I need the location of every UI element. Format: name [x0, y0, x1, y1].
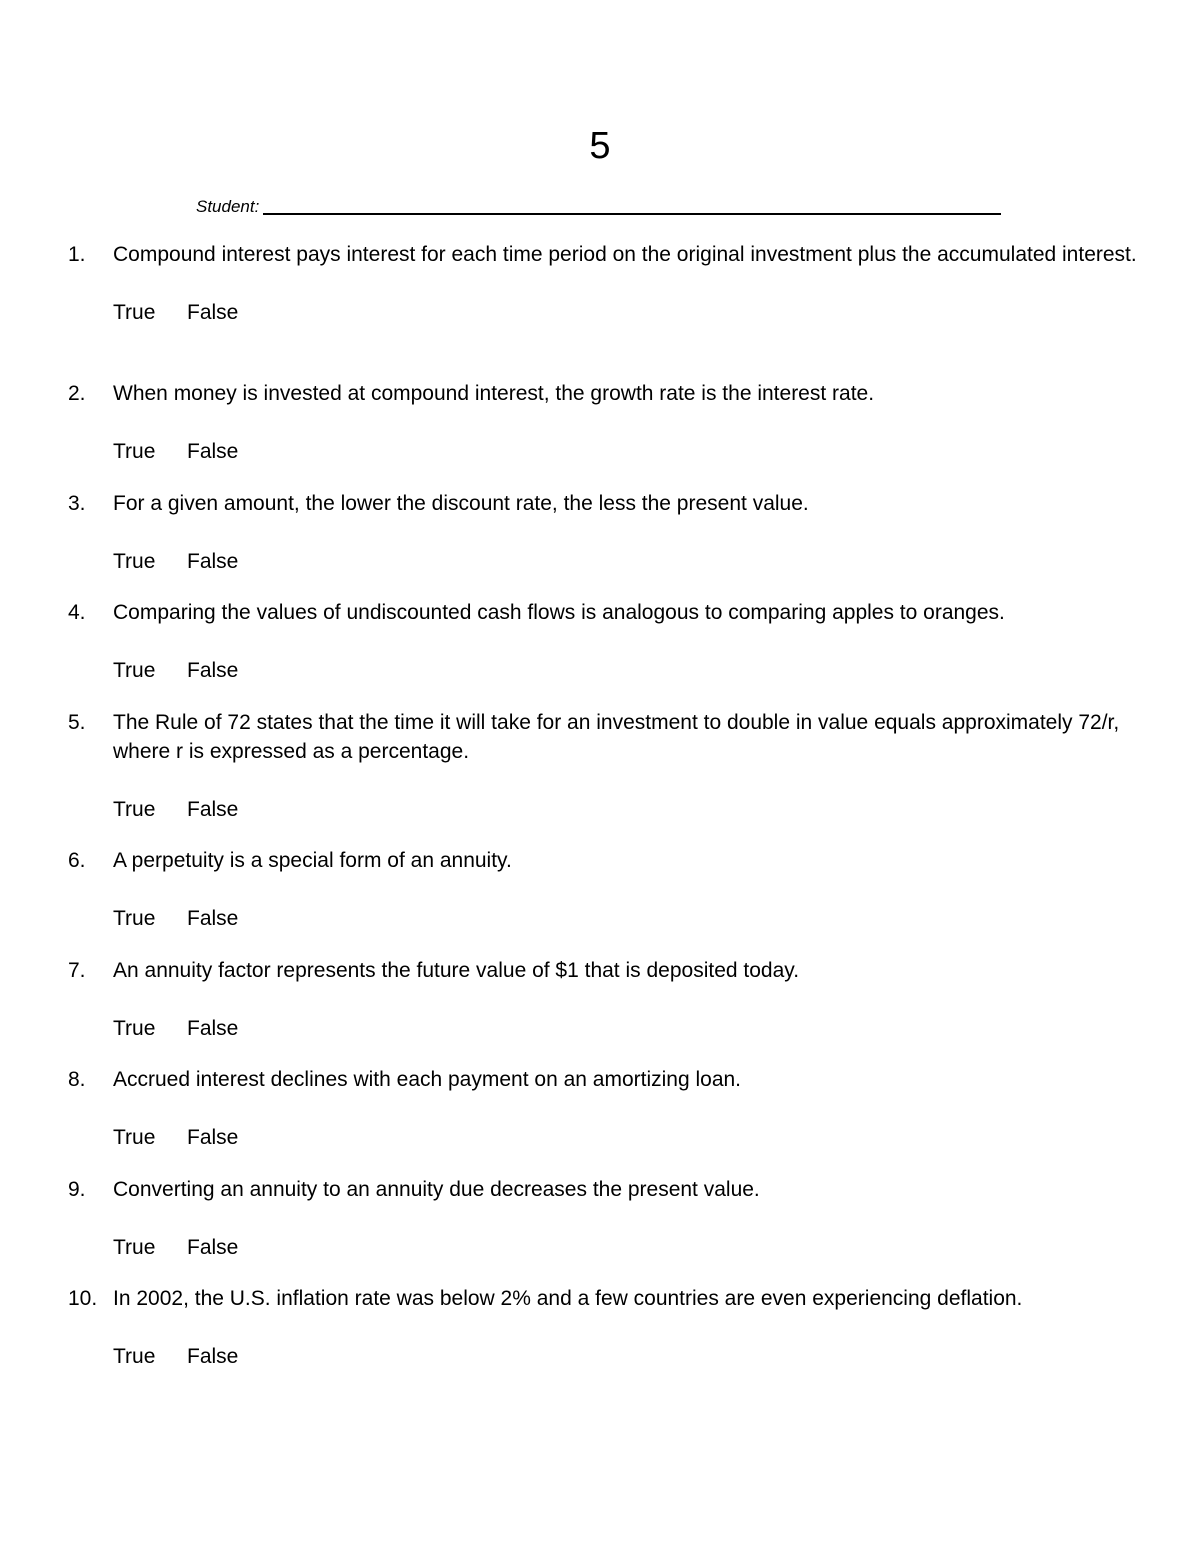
question-6: [68, 846, 1148, 933]
answer-false[interactable]: False: [187, 1345, 239, 1368]
question-number: 2.: [68, 382, 86, 405]
answer-false[interactable]: False: [187, 798, 239, 821]
question-text: Compound interest pays interest for each time period on the original investment plus the accumulated interest.: [113, 243, 1137, 266]
question-2: [68, 379, 1148, 466]
question-4: [68, 598, 1148, 685]
question-3: [68, 489, 1148, 576]
question-5: [68, 708, 1148, 824]
question-text: The Rule of 72 states that the time it will take for an investment to double in value equals approximately 72/r, where r is expressed as a percentage.: [113, 711, 1120, 763]
student-name-line[interactable]: [263, 213, 1001, 215]
answer-true[interactable]: True: [113, 907, 156, 930]
answer-false[interactable]: False: [187, 550, 239, 573]
question-number: 5.: [68, 711, 86, 734]
question-number: 3.: [68, 492, 86, 515]
answer-true[interactable]: True: [113, 1236, 156, 1259]
question-text: Accrued interest declines with each payment on an amortizing loan.: [113, 1068, 742, 1091]
answer-true[interactable]: True: [113, 550, 156, 573]
question-1: [68, 240, 1148, 327]
question-8: [68, 1065, 1148, 1152]
answer-false[interactable]: False: [187, 659, 239, 682]
question-number: 7.: [68, 959, 86, 982]
answer-true[interactable]: True: [113, 1017, 156, 1040]
question-text: An annuity factor represents the future value of $1 that is deposited today.: [113, 959, 800, 982]
question-text: For a given amount, the lower the discount rate, the less the present value.: [113, 492, 809, 515]
answer-false[interactable]: False: [187, 440, 239, 463]
answer-false[interactable]: False: [187, 301, 239, 324]
question-number: 4.: [68, 601, 86, 624]
answer-true[interactable]: True: [113, 659, 156, 682]
question-text: In 2002, the U.S. inflation rate was below 2% and a few countries are even experiencing deflation.: [113, 1287, 1023, 1310]
answer-false[interactable]: False: [187, 907, 239, 930]
question-text: Converting an annuity to an annuity due decreases the present value.: [113, 1178, 760, 1201]
question-number: 1.: [68, 243, 86, 266]
question-text: Comparing the values of undiscounted cash flows is analogous to comparing apples to oranges.: [113, 601, 1005, 624]
answer-true[interactable]: True: [113, 440, 156, 463]
answer-false[interactable]: False: [187, 1236, 239, 1259]
question-9: [68, 1175, 1148, 1262]
question-7: [68, 956, 1148, 1043]
question-text: A perpetuity is a special form of an annuity.: [113, 849, 512, 872]
page-title: 5: [589, 125, 611, 167]
question-10: [68, 1284, 1148, 1371]
question-number: 8.: [68, 1068, 86, 1091]
answer-true[interactable]: True: [113, 1126, 156, 1149]
answer-true[interactable]: True: [113, 301, 156, 324]
question-number: 10.: [68, 1287, 98, 1310]
question-text: When money is invested at compound interest, the growth rate is the interest rate.: [113, 382, 875, 405]
question-number: 9.: [68, 1178, 86, 1201]
answer-true[interactable]: True: [113, 1345, 156, 1368]
question-number: 6.: [68, 849, 86, 872]
student-label: Student:: [196, 197, 260, 216]
answer-false[interactable]: False: [187, 1017, 239, 1040]
student-row: [196, 194, 1001, 218]
answer-false[interactable]: False: [187, 1126, 239, 1149]
answer-true[interactable]: True: [113, 798, 156, 821]
